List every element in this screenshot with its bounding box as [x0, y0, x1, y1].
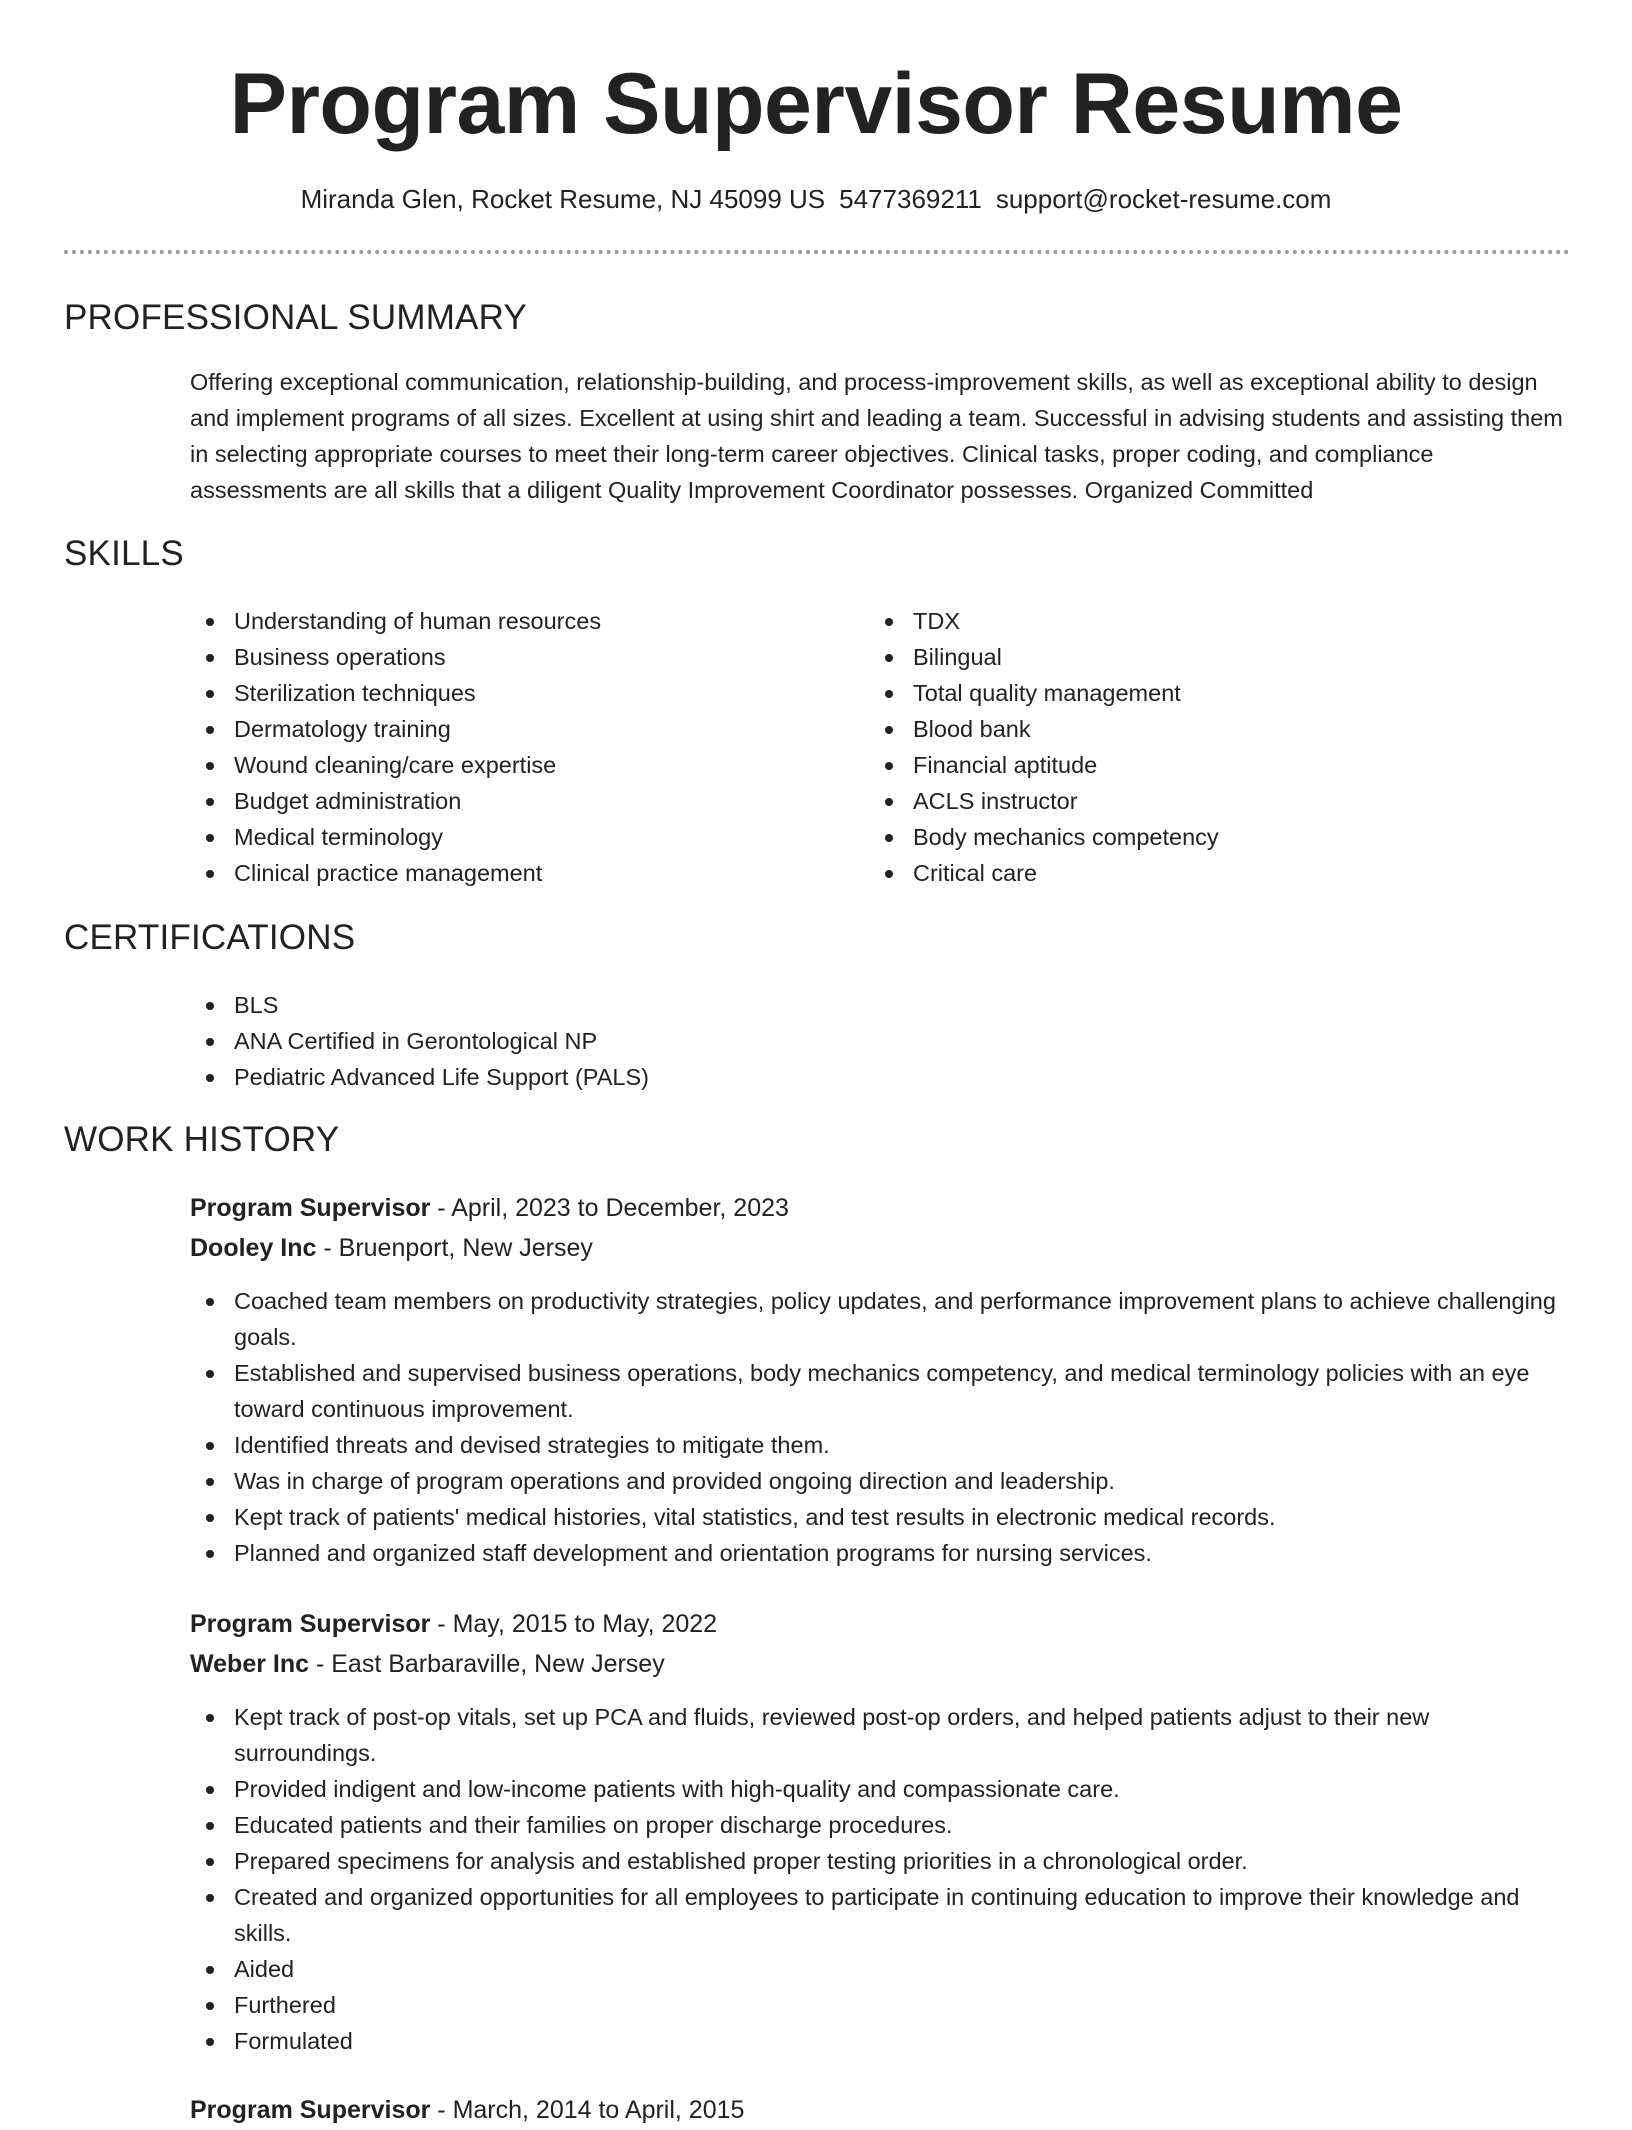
list-item: Business operations: [190, 639, 840, 675]
list-item: Blood bank: [869, 711, 1519, 747]
list-item: Body mechanics competency: [869, 819, 1519, 855]
list-item: ANA Certified in Gerontological NP: [190, 1023, 1570, 1059]
contact-address: Miranda Glen, Rocket Resume, NJ 45099 US: [300, 184, 826, 214]
list-item: Total quality management: [869, 675, 1519, 711]
contact-line: [0, 182, 1632, 216]
list-item: Planned and organized staff development and orientation programs for nursing services.: [190, 1535, 1570, 1571]
list-item: Sterilization techniques: [190, 675, 840, 711]
list-item: Coached team members on productivity strategies, policy updates, and performance improvement plans to achieve challenging goals.: [190, 1283, 1570, 1355]
contact-phone: 5477369211: [839, 184, 982, 214]
certifications-heading: CERTIFICATIONS: [64, 918, 356, 957]
summary-heading: PROFESSIONAL SUMMARY: [64, 298, 527, 337]
list-item: Formulated: [190, 2023, 1570, 2059]
job-title: Program Supervisor: [190, 1194, 431, 1222]
job-title-line: [190, 1188, 789, 1228]
job-title: Program Supervisor: [190, 2096, 431, 2124]
list-item: Was in charge of program operations and provided ongoing direction and leadership.: [190, 1463, 1570, 1499]
list-item: Identified threats and devised strategies to mitigate them.: [190, 1427, 1570, 1463]
job-duties-list: [190, 1283, 1570, 1571]
skills-list-right: [869, 603, 1519, 891]
list-item: Understanding of human resources: [190, 603, 840, 639]
job-title-line: [190, 2090, 744, 2130]
list-item: Educated patients and their families on proper discharge procedures.: [190, 1807, 1570, 1843]
job-title-line: [190, 1604, 717, 1644]
list-item: Clinical practice management: [190, 855, 840, 891]
job-dates: - April, 2023 to December, 2023: [430, 1194, 789, 1222]
skills-list-left: [190, 603, 840, 891]
list-item: ACLS instructor: [869, 783, 1519, 819]
skills-heading: SKILLS: [64, 534, 184, 573]
list-item: Provided indigent and low-income patients with high-quality and compassionate care.: [190, 1771, 1570, 1807]
header-divider: [64, 250, 1570, 254]
list-item: Financial aptitude: [869, 747, 1519, 783]
list-item: Kept track of patients' medical histories, vital statistics, and test results in electronic medical records.: [190, 1499, 1570, 1535]
list-item: Wound cleaning/care expertise: [190, 747, 840, 783]
list-item: TDX: [869, 603, 1519, 639]
job-company: Weber Inc: [190, 1650, 310, 1678]
job-company-line: [190, 1228, 593, 1268]
list-item: Critical care: [869, 855, 1519, 891]
list-item: Pediatric Advanced Life Support (PALS): [190, 1059, 1570, 1095]
list-item: Prepared specimens for analysis and established proper testing priorities in a chronological order.: [190, 1843, 1570, 1879]
job-dates: - May, 2015 to May, 2022: [430, 1610, 718, 1638]
list-item: Medical terminology: [190, 819, 840, 855]
list-item: Aided: [190, 1951, 1570, 1987]
job-title: Program Supervisor: [190, 1610, 431, 1638]
summary-text: Offering exceptional communication, relationship-building, and process-improvement skills, as well as exceptional ability to design and implement programs of all sizes. Excellent at using shirt and leading a team. Successful in advising students and assisting them in selecting appropriate courses to meet their long-term career objectives. Clinical tasks, proper coding, and compliance assessments are all skills that a diligent Quality Improvement Coordinator possesses. Organized Committed: [190, 369, 1563, 503]
job-location: - East Barbaraville, New Jersey: [309, 1650, 665, 1678]
list-item: BLS: [190, 987, 1570, 1023]
work-history-heading: WORK HISTORY: [64, 1120, 340, 1159]
job-company-line: [190, 1644, 665, 1684]
list-item: Created and organized opportunities for all employees to participate in continuing education to improve their knowledge and skills.: [190, 1879, 1570, 1951]
job-duties-list: [190, 1699, 1570, 2059]
list-item: Furthered: [190, 1987, 1570, 2023]
contact-email: support@rocket-resume.com: [995, 184, 1332, 214]
job-company: Dooley Inc: [190, 1234, 317, 1262]
list-item: Kept track of post-op vitals, set up PCA and fluids, reviewed post-op orders, and helped patients adjust to their new surroundings.: [190, 1699, 1570, 1771]
resume-title: Program Supervisor Resume: [229, 56, 1403, 152]
list-item: Budget administration: [190, 783, 840, 819]
list-item: Bilingual: [869, 639, 1519, 675]
list-item: Dermatology training: [190, 711, 840, 747]
job-dates: - March, 2014 to April, 2015: [430, 2096, 745, 2124]
list-item: Established and supervised business operations, body mechanics competency, and medical terminology policies with an eye toward continuous improvement.: [190, 1355, 1570, 1427]
job-location: - Bruenport, New Jersey: [316, 1234, 593, 1262]
certifications-list: [190, 987, 1570, 1095]
